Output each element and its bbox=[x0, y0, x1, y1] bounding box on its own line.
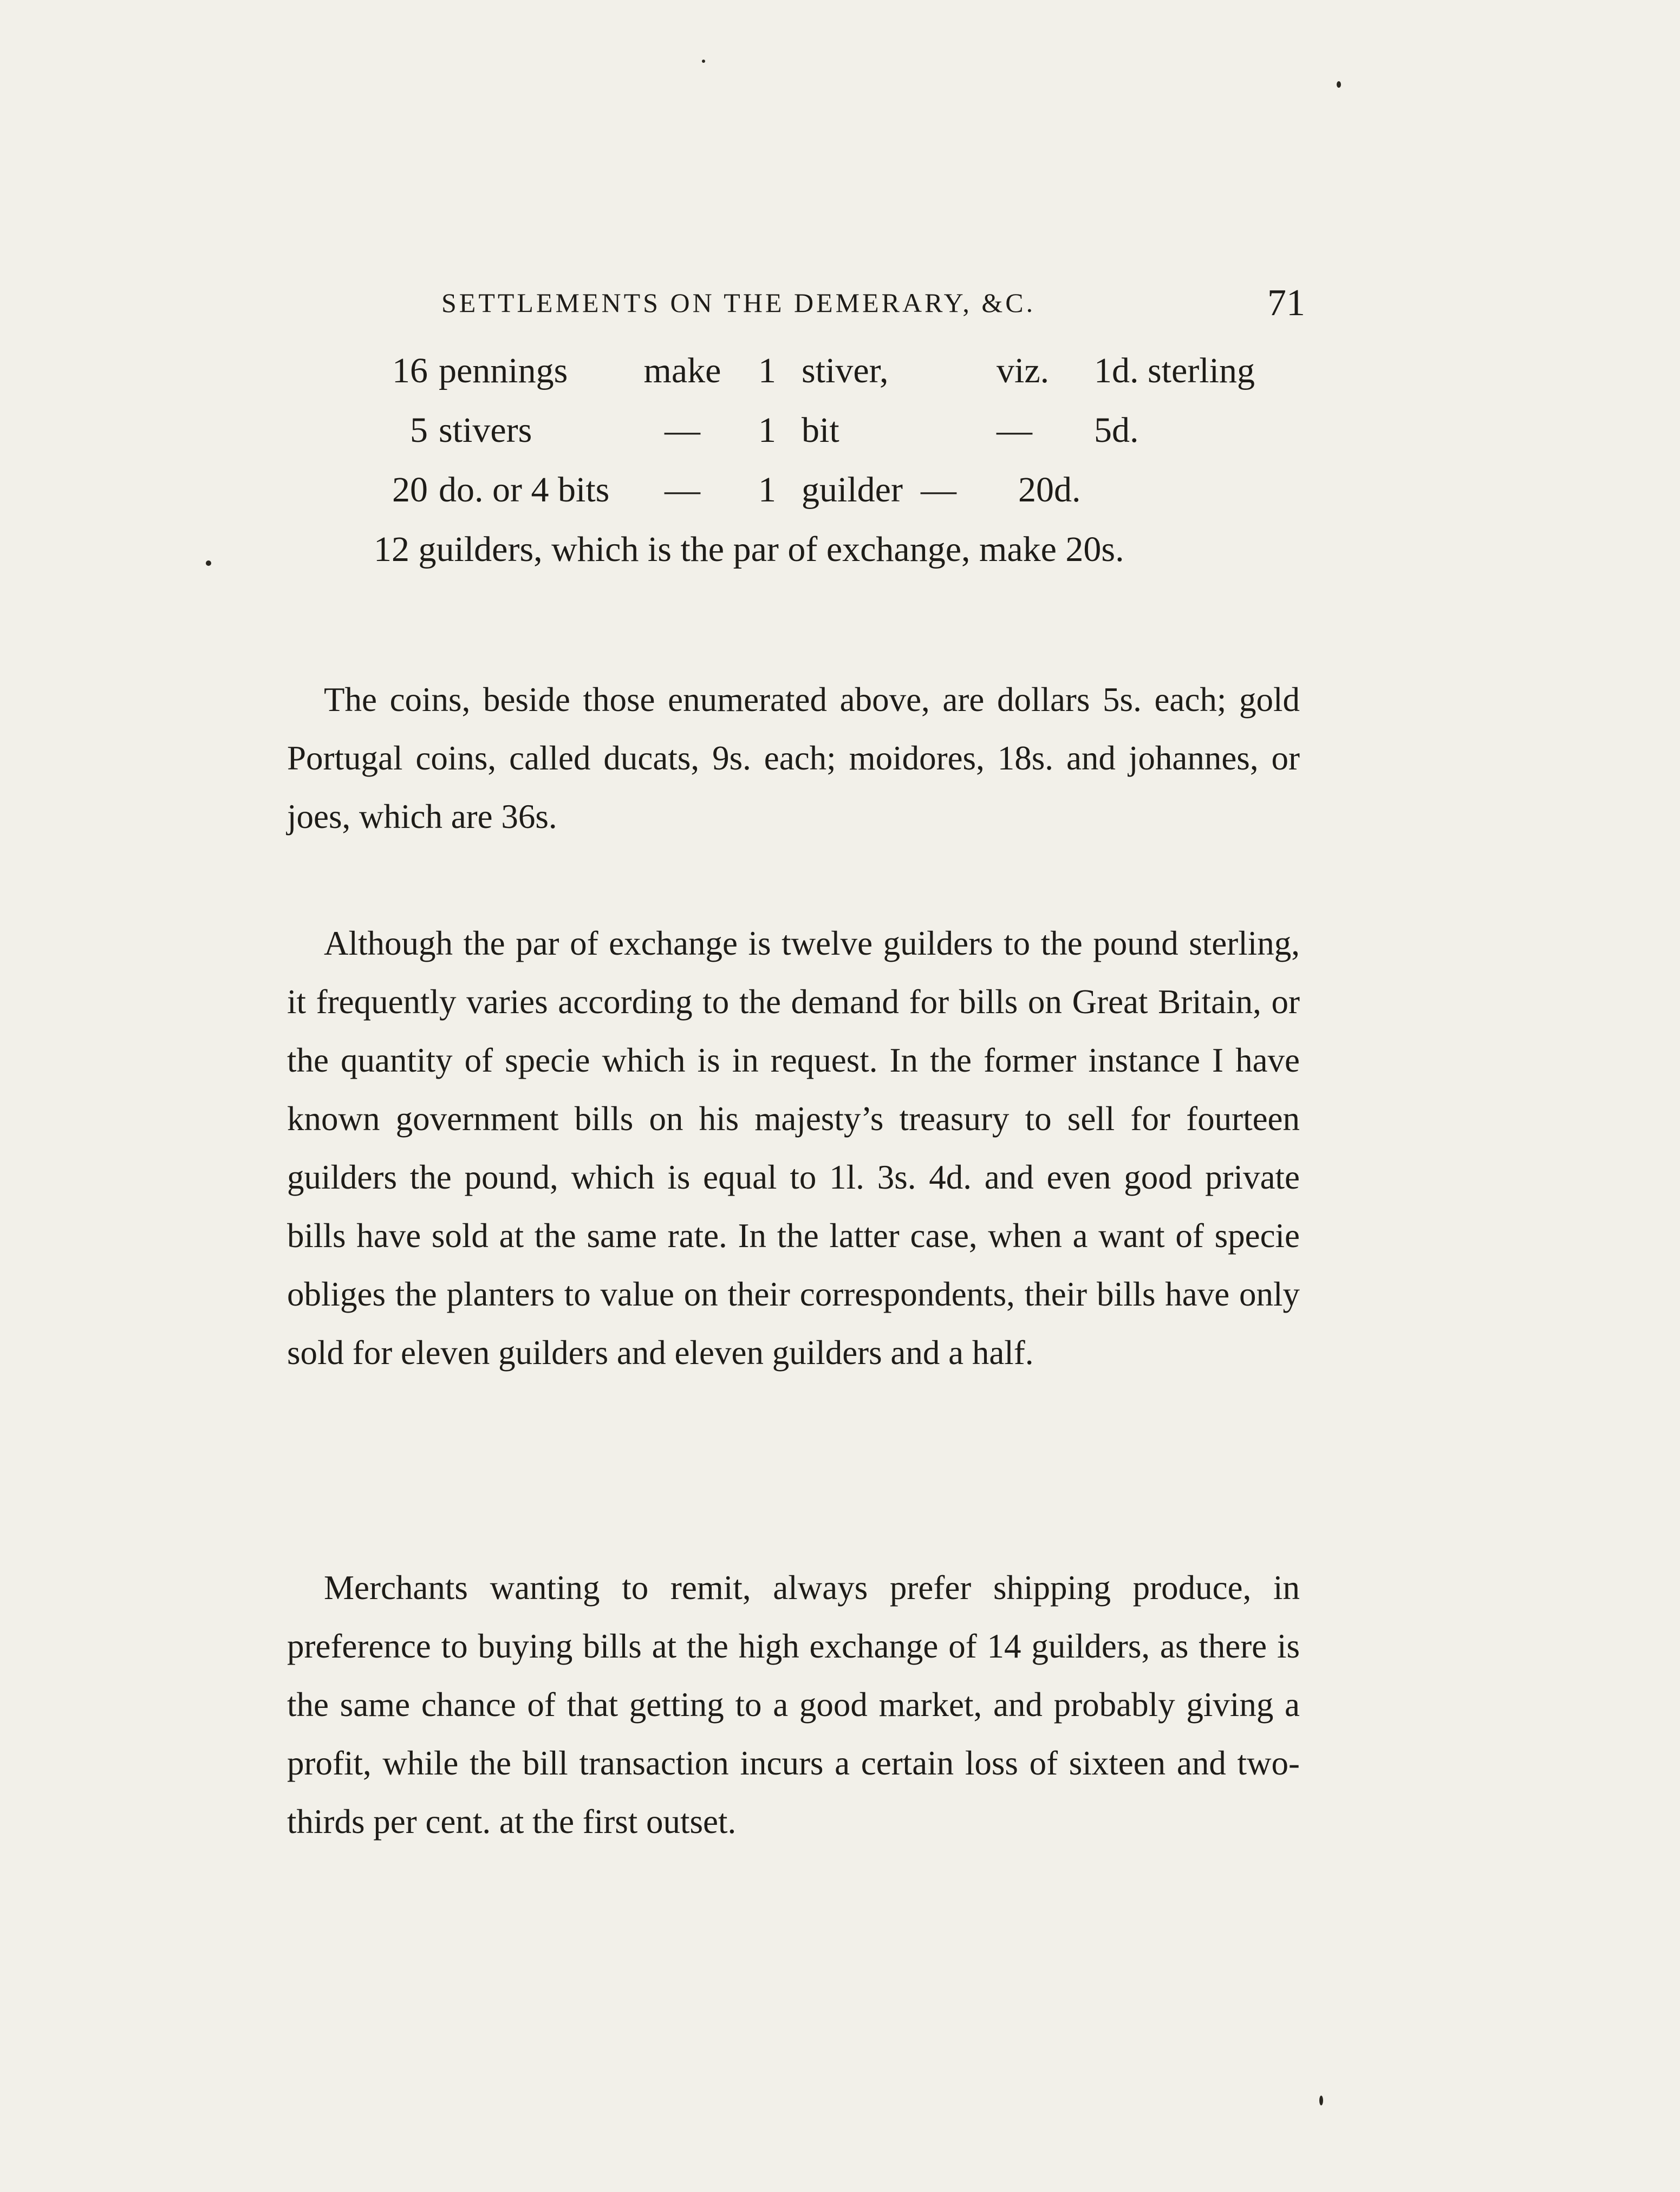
table-cell-value: 1d. sterling bbox=[1094, 351, 1255, 390]
table-cell-num: 1 bbox=[758, 351, 776, 390]
par-of-exchange-line bbox=[325, 520, 1300, 579]
table-cell-qty: 20 bbox=[392, 470, 428, 510]
ink-speck bbox=[702, 60, 705, 63]
table-cell-unit: do. or 4 bits bbox=[439, 470, 610, 510]
table-cell-unit: stivers bbox=[439, 410, 532, 450]
table-cell-value: 20d. bbox=[1018, 470, 1081, 510]
table-cell-sep: — bbox=[921, 470, 956, 510]
paragraph-merchants: Merchants wanting to remit, always prefer shipping produce, in preference to buying bills at the high exchange of 14 guilders, as there is the same chance of that getting to a good market, and probably giving a profit, while the bill transaction incurs a certain loss of sixteen and two-thirds per cent. at the first outset. bbox=[287, 1569, 1300, 1841]
running-head bbox=[431, 282, 1305, 330]
ink-speck bbox=[206, 560, 211, 566]
table-cell-num: 1 bbox=[758, 410, 776, 450]
table-cell-verb: make bbox=[643, 351, 721, 390]
table-cell-coin: bit bbox=[802, 410, 839, 450]
table-row bbox=[325, 401, 1300, 460]
table-cell-coin: guilder bbox=[802, 470, 903, 510]
table-cell-value: 5d. bbox=[1094, 410, 1139, 450]
paragraph-exchange-rate: Although the par of exchange is twelve guilders to the pound sterling, it frequently varies according to the demand for bills on Great Britain, or the quantity of specie which is in request. In the former instance I have known government bills on his majesty’s treasury to sell for fourteen guilders the pound, which is equal to 1l. 3s. 4d. and even good private bills have sold at the same rate. In the latter case, when a want of specie obliges the planters to value on their correspondents, their bills have only sold for eleven guilders and eleven guilders and a half. bbox=[287, 924, 1300, 1372]
table-cell-sep: — bbox=[997, 410, 1032, 450]
par-line-text: 12 guilders, which is the par of exchange, make 20s. bbox=[374, 530, 1124, 569]
ink-speck bbox=[1337, 81, 1341, 88]
table-row bbox=[325, 341, 1300, 401]
paragraph-coins: The coins, beside those enumerated above, are dollars 5s. each; gold Portugal coins, called ducats, 9s. each; moidores, 18s. and johannes, or joes, which are 36s. bbox=[287, 681, 1300, 836]
table-cell-verb: — bbox=[665, 410, 700, 450]
table-row bbox=[325, 460, 1300, 520]
table-cell-num: 1 bbox=[758, 470, 776, 510]
page-number: 71 bbox=[1267, 282, 1305, 324]
table-cell-qty: 16 bbox=[392, 351, 428, 390]
currency-table bbox=[325, 341, 1300, 579]
table-cell-sep: viz. bbox=[997, 351, 1050, 390]
table-cell-unit: pennings bbox=[439, 351, 568, 390]
running-head-title: SETTLEMENTS ON THE DEMERARY, &C. bbox=[441, 288, 1036, 318]
ink-speck bbox=[1319, 2096, 1323, 2105]
table-cell-qty: 5 bbox=[410, 410, 428, 450]
table-cell-verb: — bbox=[665, 470, 700, 510]
table-cell-coin: stiver, bbox=[802, 351, 889, 390]
